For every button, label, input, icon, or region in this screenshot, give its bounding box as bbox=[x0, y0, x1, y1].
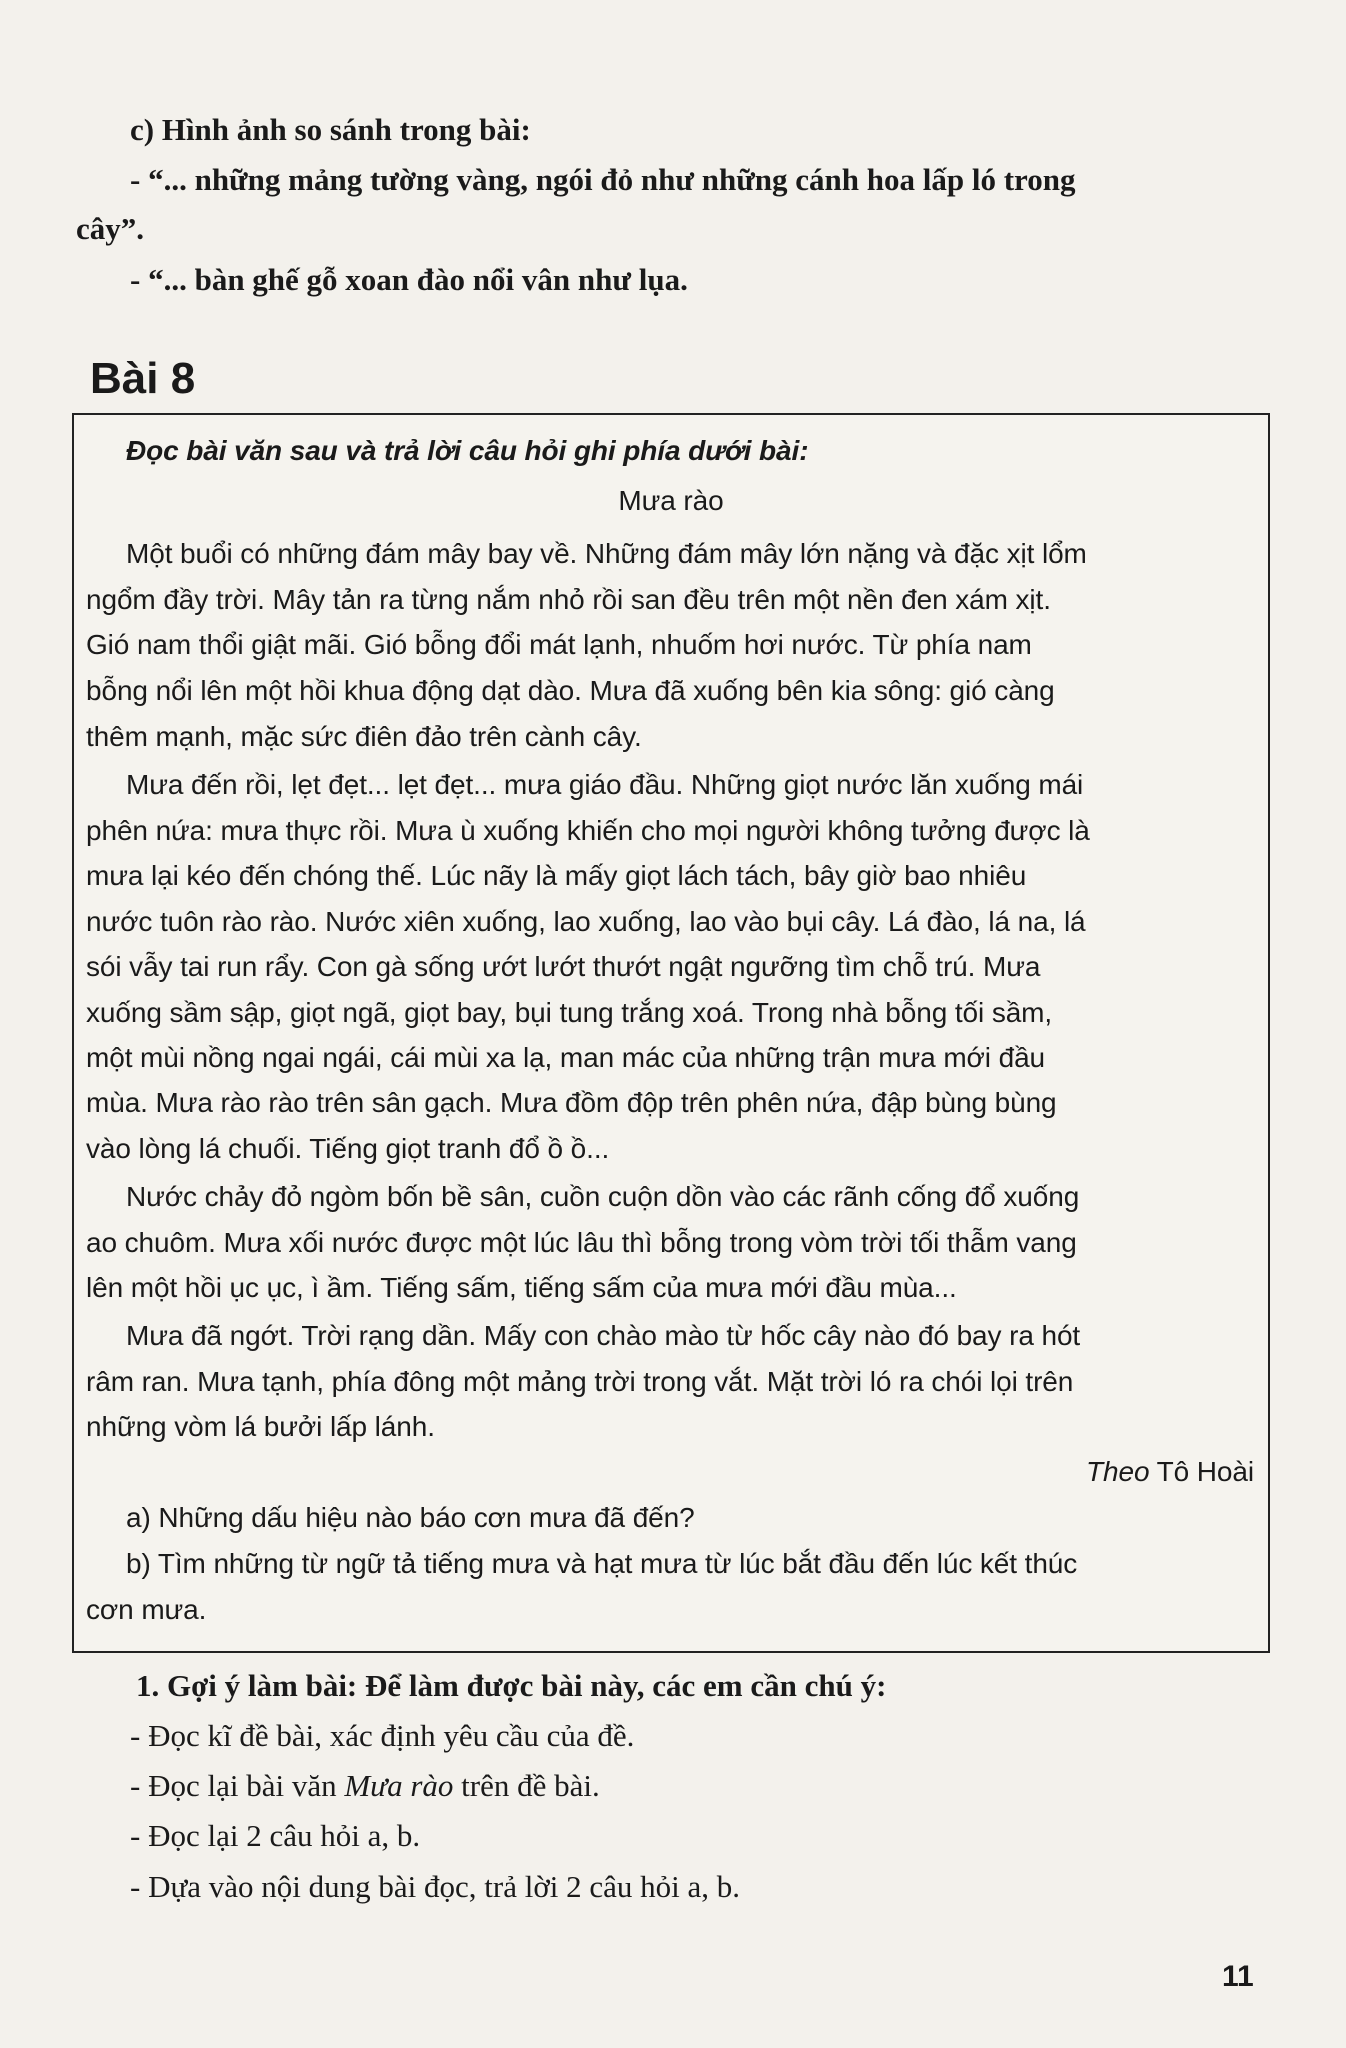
answer-heading: c) Hình ảnh so sánh trong bài: bbox=[130, 112, 531, 147]
para2-line1: Mưa đến rồi, lẹt đẹt... lẹt đẹt... mưa giáo đầu. Những giọt nước lăn xuống mái bbox=[126, 769, 1084, 800]
para1-line5: thêm mạnh, mặc sức điên đảo trên cành cây. bbox=[86, 721, 642, 752]
para2-line2: phên nứa: mưa thực rồi. Mưa ù xuống khiến cho mọi người không tưởng được là bbox=[86, 815, 1090, 846]
para2-line6: xuống sầm sập, giọt ngã, giọt bay, bụi tung trắng xoá. Trong nhà bỗng tối sầm, bbox=[86, 997, 1053, 1028]
para2-line4: nước tuôn rào rào. Nước xiên xuống, lao xuống, lao vào bụi cây. Lá đào, lá na, lá bbox=[86, 906, 1086, 937]
hints-label: 1. Gợi ý làm bài: bbox=[136, 1668, 358, 1703]
para1-line3: Gió nam thổi giật mãi. Gió bỗng đổi mát lạnh, nhuốm hơi nước. Từ phía nam bbox=[86, 629, 1032, 660]
para1-line1: Một buổi có những đám mây bay về. Những đám mây lớn nặng và đặc xịt lổm bbox=[126, 538, 1087, 569]
story-title: Mưa rào bbox=[618, 485, 724, 516]
hint-item-2-title: Mưa rào bbox=[344, 1768, 454, 1803]
para2-line8: mùa. Mưa rào rào trên sân gạch. Mưa đồm độp trên phên nứa, đập bùng bùng bbox=[86, 1087, 1057, 1118]
para3-line1: Nước chảy đỏ ngòm bốn bề sân, cuồn cuộn dồn vào các rãnh cống đổ xuống bbox=[126, 1181, 1080, 1212]
hints-label-rest: Để làm được bài này, các em cần chú ý: bbox=[365, 1668, 887, 1703]
source-author: Tô Hoài bbox=[1156, 1456, 1254, 1487]
para2-line5: sói vẫy tai run rẩy. Con gà sống ướt lướt thướt ngật ngưỡng tìm chỗ trú. Mưa bbox=[86, 951, 1041, 982]
source-credit bbox=[1086, 1456, 1254, 1488]
exercise-heading: Bài 8 bbox=[90, 354, 196, 403]
para1-line2: ngổm đầy trời. Mây tản ra từng nắm nhỏ rồi san đều trên một nền đen xám xịt. bbox=[86, 584, 1051, 615]
instruction: Đọc bài văn sau và trả lời câu hỏi ghi phía dưới bài: bbox=[126, 435, 809, 466]
para4-line1: Mưa đã ngớt. Trời rạng dần. Mấy con chào mào từ hốc cây nào đó bay ra hót bbox=[126, 1320, 1081, 1351]
hints-heading bbox=[136, 1668, 886, 1704]
para2-line3: mưa lại kéo đến chóng thế. Lúc nãy là mấy giọt lách tách, bây giờ bao nhiêu bbox=[86, 860, 1027, 891]
question-a: a) Những dấu hiệu nào báo cơn mưa đã đến? bbox=[126, 1502, 695, 1533]
hint-item-3: - Đọc lại 2 câu hỏi a, b. bbox=[130, 1818, 421, 1853]
hint-item-2-suffix: trên đề bài. bbox=[461, 1768, 600, 1803]
source-prefix: Theo bbox=[1086, 1456, 1150, 1487]
para1-line4: bỗng nổi lên một hồi khua động dạt dào. Mưa đã xuống bên kia sông: gió càng bbox=[86, 675, 1055, 706]
para2-line7: một mùi nồng ngai ngái, cái mùi xa lạ, man mác của những trận mưa mới đầu bbox=[86, 1042, 1046, 1073]
para4-line3: những vòm lá bưởi lấp lánh. bbox=[86, 1411, 435, 1442]
question-b-line1: b) Tìm những từ ngữ tả tiếng mưa và hạt mưa từ lúc bắt đầu đến lúc kết thúc bbox=[126, 1548, 1078, 1579]
comparison-quote-1: - “... những mảng tường vàng, ngói đỏ như những cánh hoa lấp ló trong bbox=[130, 162, 1076, 197]
hint-item-2 bbox=[130, 1768, 600, 1804]
page-number: 11 bbox=[1222, 1960, 1254, 1993]
hint-item-1: - Đọc kĩ đề bài, xác định yêu cầu của đề. bbox=[130, 1718, 635, 1753]
para3-line2: ao chuôm. Mưa xối nước được một lúc lâu thì bỗng trong vòm trời tối thẫm vang bbox=[86, 1227, 1077, 1258]
comparison-quote-2: - “... bàn ghế gỗ xoan đào nổi vân như lụa. bbox=[130, 262, 688, 297]
hint-item-4: - Dựa vào nội dung bài đọc, trả lời 2 câu hỏi a, b. bbox=[130, 1869, 740, 1904]
question-b-line2: cơn mưa. bbox=[86, 1594, 207, 1625]
hint-item-2-prefix: - Đọc lại bài văn bbox=[130, 1768, 337, 1803]
para3-line3: lên một hồi ục ục, ì ầm. Tiếng sấm, tiếng sấm của mưa mới đầu mùa... bbox=[86, 1272, 957, 1303]
para4-line2: râm ran. Mưa tạnh, phía đông một mảng trời trong vắt. Mặt trời ló ra chói lọi trên bbox=[86, 1366, 1074, 1397]
comparison-quote-1-cont: cây”. bbox=[76, 211, 145, 246]
exercise-box bbox=[72, 413, 1270, 1653]
para2-line9: vào lòng lá chuối. Tiếng giọt tranh đổ ồ ồ... bbox=[86, 1133, 610, 1164]
